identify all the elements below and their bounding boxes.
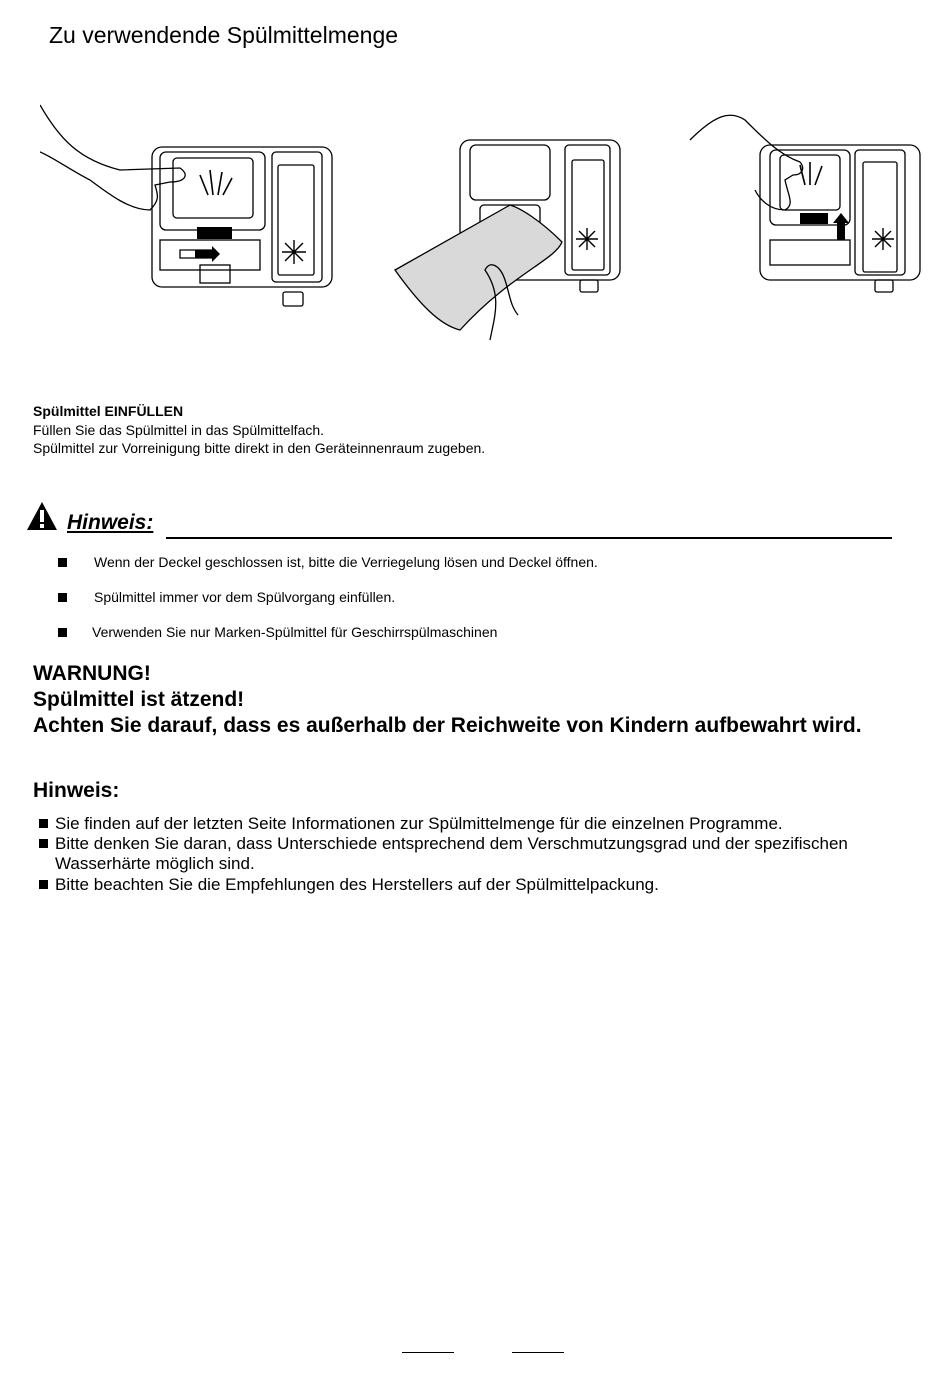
fill-heading: Spülmittel EINFÜLLEN xyxy=(33,403,184,419)
bullet-icon xyxy=(58,628,67,637)
warning-heading: WARNUNG! xyxy=(33,662,151,685)
page-title: Zu verwendende Spülmittelmenge xyxy=(49,22,399,48)
list-item: Bitte beachten Sie die Empfehlungen des Herstellers auf der Spülmittelpackung. xyxy=(39,875,919,895)
footer-divider xyxy=(512,1352,564,1353)
bullet-icon xyxy=(39,880,48,889)
lock-slider xyxy=(800,213,828,224)
warning-line: Spülmittel ist ätzend! xyxy=(33,688,245,711)
bullet-icon xyxy=(39,839,48,848)
hinweis-label: Hinweis: xyxy=(67,511,154,534)
open-lid-illustration xyxy=(40,100,350,320)
bullet-icon xyxy=(58,558,67,567)
sparkle-icon xyxy=(872,228,894,250)
lock-slider xyxy=(197,227,232,239)
fill-instruction: Füllen Sie das Spülmittel in das Spülmittelfach. xyxy=(33,422,325,438)
pour-detergent-illustration xyxy=(390,100,630,345)
warning-triangle-icon xyxy=(26,501,58,531)
divider xyxy=(166,537,892,539)
warning-line: Achten Sie darauf, dass es außerhalb der Reichweite von Kindern aufbewahrt wird. xyxy=(33,714,862,737)
hinweis-banner xyxy=(26,498,892,543)
footer-divider xyxy=(402,1352,454,1353)
list-item: Sie finden auf der letzten Seite Informationen zur Spülmittelmenge für die einzelnen Programme. xyxy=(39,814,919,834)
hinweis-title: Hinweis: xyxy=(33,779,120,802)
bullet-icon xyxy=(58,593,67,602)
fill-instruction: Spülmittel zur Vorreinigung bitte direkt in den Geräteinnenraum zugeben. xyxy=(33,440,486,456)
sparkle-icon xyxy=(576,228,598,250)
close-lid-illustration xyxy=(685,100,930,300)
list-item: Bitte denken Sie daran, dass Unterschiede entsprechend dem Verschmutzungsgrad und der spezifischen Wasserhärte möglich sind. xyxy=(39,834,919,874)
bullet-icon xyxy=(39,819,48,828)
sparkle-icon xyxy=(282,240,306,264)
